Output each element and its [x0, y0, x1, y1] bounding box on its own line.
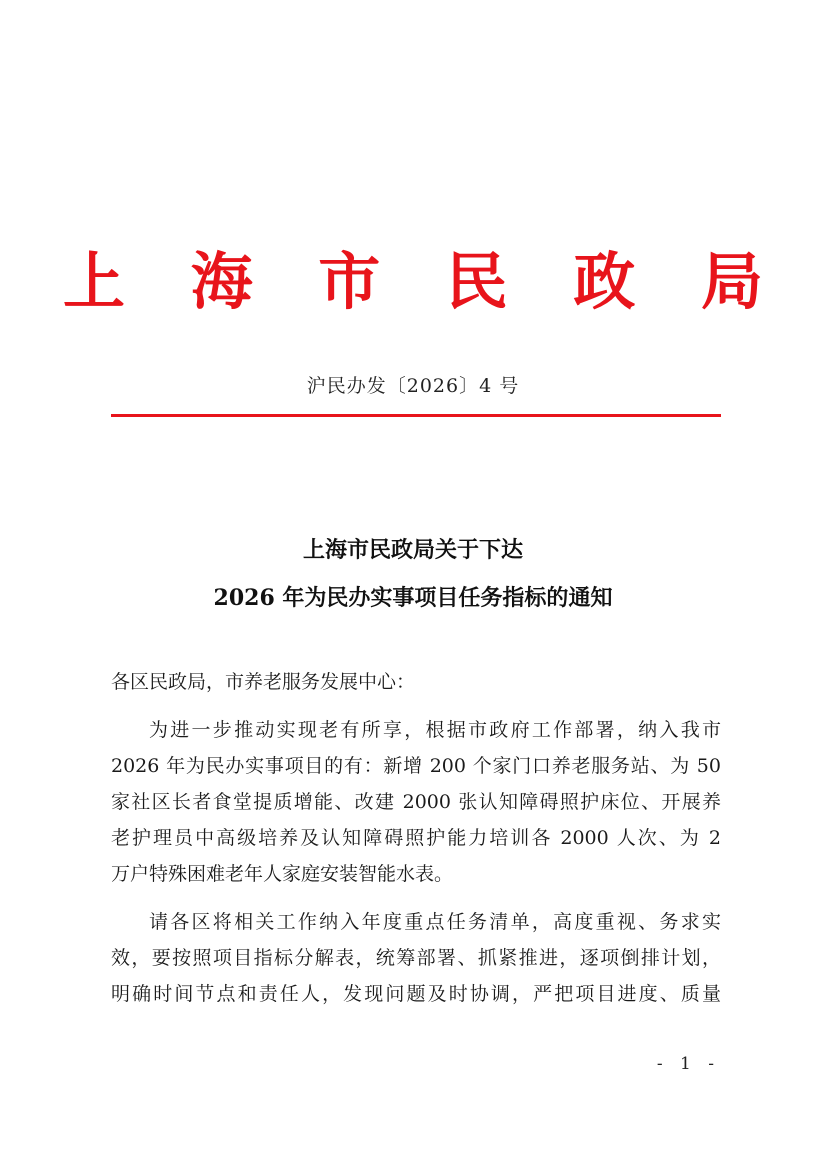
document-body — [111, 664, 721, 1012]
paragraph-line: 老护理员中高级培养及认知障碍照护能力培训各 2000 人次、为 2 — [111, 827, 721, 849]
document-title — [0, 526, 826, 622]
document-number: 沪民办发〔2026〕4 号 — [306, 375, 520, 397]
paragraph-line: 请各区将相关工作纳入年度重点任务清单，高度重视、务求实 — [149, 911, 721, 933]
paragraph-line: 效，要按照项目指标分解表，统筹部署、抓紧推进，逐项倒排计划， — [111, 947, 721, 969]
paragraph-line: 2026 年为民办实事项目的有：新增 200 个家门口养老服务站、为 50 — [111, 755, 721, 777]
salutation: 各区民政局，市养老服务发展中心： — [111, 671, 416, 693]
paragraph-line: 万户特殊困难老年人家庭安装智能水表。 — [111, 863, 454, 885]
red-divider-line — [111, 414, 721, 417]
issuer-masthead: 上 海 市 民 政 局 — [63, 245, 785, 318]
page-number: - 1 - — [656, 1054, 720, 1074]
paragraph-1 — [111, 712, 721, 892]
title-line-1: 上海市民政局关于下达 — [302, 537, 523, 563]
paragraph-line: 为进一步推动实现老有所享，根据市政府工作部署，纳入我市 — [149, 719, 721, 741]
paragraph-line: 家社区长者食堂提质增能、改建 2000 张认知障碍照护床位、开展养 — [111, 791, 721, 813]
paragraph-line: 明确时间节点和责任人，发现问题及时协调，严把项目进度、质量 — [111, 983, 721, 1005]
paragraph-2 — [111, 904, 721, 1012]
title-line-2: 2026 年为民办实事项目任务指标的通知 — [213, 585, 613, 611]
